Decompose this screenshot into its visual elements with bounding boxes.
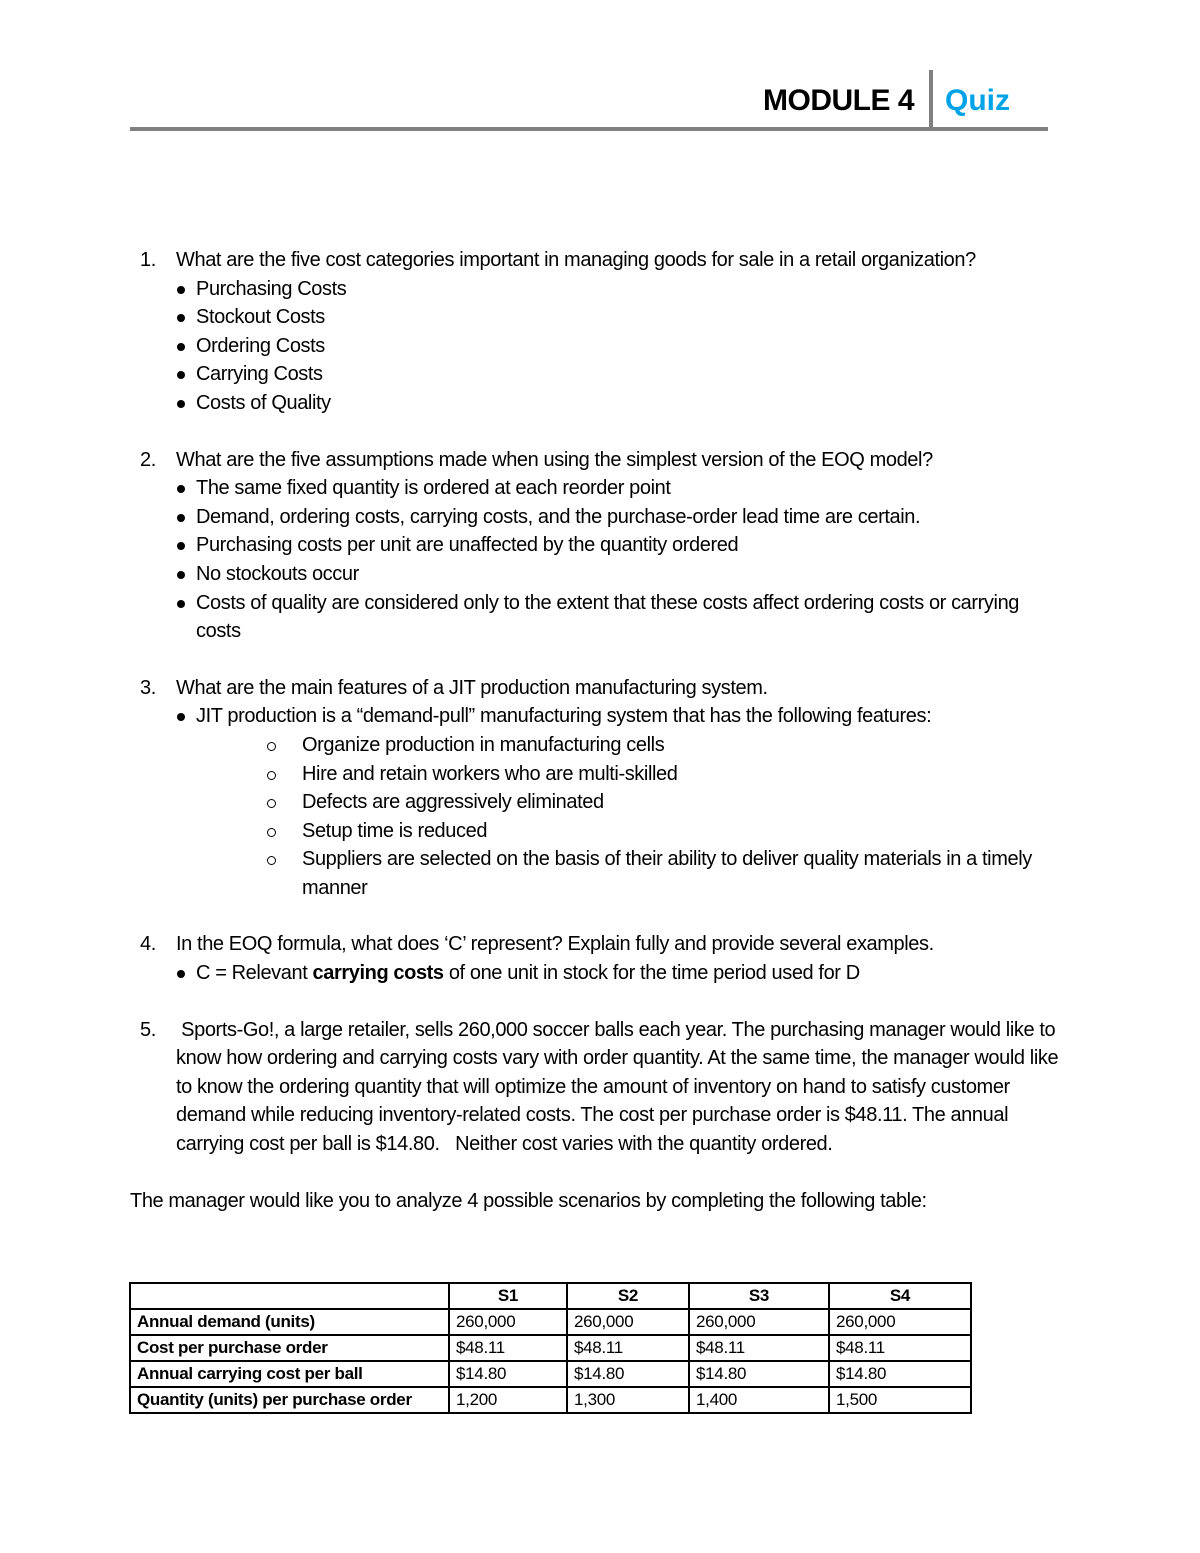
answer-list [176, 275, 1060, 418]
table-header-cell: S3 [689, 1283, 829, 1309]
table-row [130, 1309, 971, 1335]
answer-item: Costs of Quality [176, 389, 1060, 418]
feature-sublist [176, 731, 1060, 903]
feature-item: Suppliers are selected on the basis of their ability to deliver quality materials in a timely manner [264, 845, 1060, 902]
table-header-cell: S4 [829, 1283, 971, 1309]
question-text: What are the main features of a JIT production manufacturing system. [176, 676, 768, 699]
table-cell: 260,000 [829, 1309, 971, 1335]
answer-item: Purchasing costs per unit are unaffected by the quantity ordered [176, 531, 1060, 560]
answer-item: The same fixed quantity is ordered at each reorder point [176, 474, 1060, 503]
table-cell: 1,500 [829, 1387, 971, 1413]
table-cell: $14.80 [449, 1361, 567, 1387]
feature-item: Hire and retain workers who are multi-skilled [264, 760, 1060, 789]
answer-emphasis: carrying costs [312, 962, 444, 985]
table-cell: 1,300 [567, 1387, 689, 1413]
table-header-cell: S1 [449, 1283, 567, 1309]
scenario-table [129, 1282, 972, 1414]
row-label: Quantity (units) per purchase order [130, 1387, 449, 1413]
table-header-cell [130, 1283, 449, 1309]
feature-item: Organize production in manufacturing cells [264, 731, 1060, 760]
answer-item: Purchasing Costs [176, 275, 1060, 304]
header-rule [130, 127, 1048, 131]
quiz-label: Quiz [945, 84, 1010, 117]
table-header-row [130, 1283, 971, 1309]
table-row [130, 1387, 971, 1413]
question-2 [140, 446, 1060, 646]
answer-item: No stockouts occur [176, 560, 1060, 589]
question-number: 2. [140, 448, 156, 471]
quiz-content [130, 246, 1064, 1215]
table-cell: 260,000 [567, 1309, 689, 1335]
table-cell: $14.80 [829, 1361, 971, 1387]
table-cell: 260,000 [449, 1309, 567, 1335]
question-text: What are the five assumptions made when using the simplest version of the EOQ model? [176, 448, 933, 471]
table-header-cell: S2 [567, 1283, 689, 1309]
table-row [130, 1361, 971, 1387]
question-text: Sports-Go!, a large retailer, sells 260,000 soccer balls each year. The purchasing manager would like to know how ordering and carrying costs vary with order quantity. At the same time, the manager would like to know the ordering quantity that will optimize the amount of inventory on hand to satisfy customer demand while reducing inventory-related costs. The cost per purchase order is $48.11. The annual carrying cost per ball is $14.80. Neither cost varies with the quantity ordered. [176, 1018, 1064, 1156]
question-1 [140, 246, 1060, 418]
question-number: 3. [140, 676, 156, 699]
row-label: Cost per purchase order [130, 1335, 449, 1361]
feature-item: Defects are aggressively eliminated [264, 788, 1060, 817]
row-label: Annual carrying cost per ball [130, 1361, 449, 1387]
table-cell: $48.11 [829, 1335, 971, 1361]
table-row [130, 1335, 971, 1361]
row-label: Annual demand (units) [130, 1309, 449, 1335]
answer-item: Costs of quality are considered only to the extent that these costs affect ordering costs or carrying costs [176, 589, 1060, 646]
question-number: 1. [140, 249, 156, 271]
feature-item: Setup time is reduced [264, 817, 1060, 846]
answer-item: JIT production is a “demand-pull” manufacturing system that has the following features: [176, 702, 1060, 731]
answer-suffix: of one unit in stock for the time period used for D [443, 962, 860, 985]
answer-list [176, 959, 1060, 988]
question-4 [140, 930, 1060, 987]
question-5 [140, 1016, 1064, 1159]
table-cell: $14.80 [689, 1361, 829, 1387]
answer-item: Ordering Costs [176, 332, 1060, 361]
question-text: In the EOQ formula, what does ‘C’ represent? Explain fully and provide several examples. [176, 933, 934, 956]
question-number: 5. [140, 1018, 156, 1041]
answer-list [176, 474, 1060, 646]
table-cell: 1,200 [449, 1387, 567, 1413]
table-cell: $48.11 [689, 1335, 829, 1361]
table-intro: The manager would like you to analyze 4 possible scenarios by completing the following table: [130, 1189, 927, 1212]
table-cell: 1,400 [689, 1387, 829, 1413]
question-number: 4. [140, 933, 156, 956]
answer-item: Carrying Costs [176, 360, 1060, 389]
answer-prefix: C = Relevant [196, 962, 313, 985]
answer-item [176, 959, 1060, 988]
header-divider [929, 70, 933, 128]
answer-item: Stockout Costs [176, 303, 1060, 332]
table-cell: $14.80 [567, 1361, 689, 1387]
answer-list [176, 702, 1060, 731]
question-3 [140, 674, 1060, 903]
question-text: What are the five cost categories important in managing goods for sale in a retail organization? [176, 249, 976, 271]
table-cell: $48.11 [449, 1335, 567, 1361]
module-title: MODULE 4 [763, 84, 915, 117]
table-cell: 260,000 [689, 1309, 829, 1335]
table-cell: $48.11 [567, 1335, 689, 1361]
answer-item: Demand, ordering costs, carrying costs, and the purchase-order lead time are certain. [176, 503, 1060, 532]
